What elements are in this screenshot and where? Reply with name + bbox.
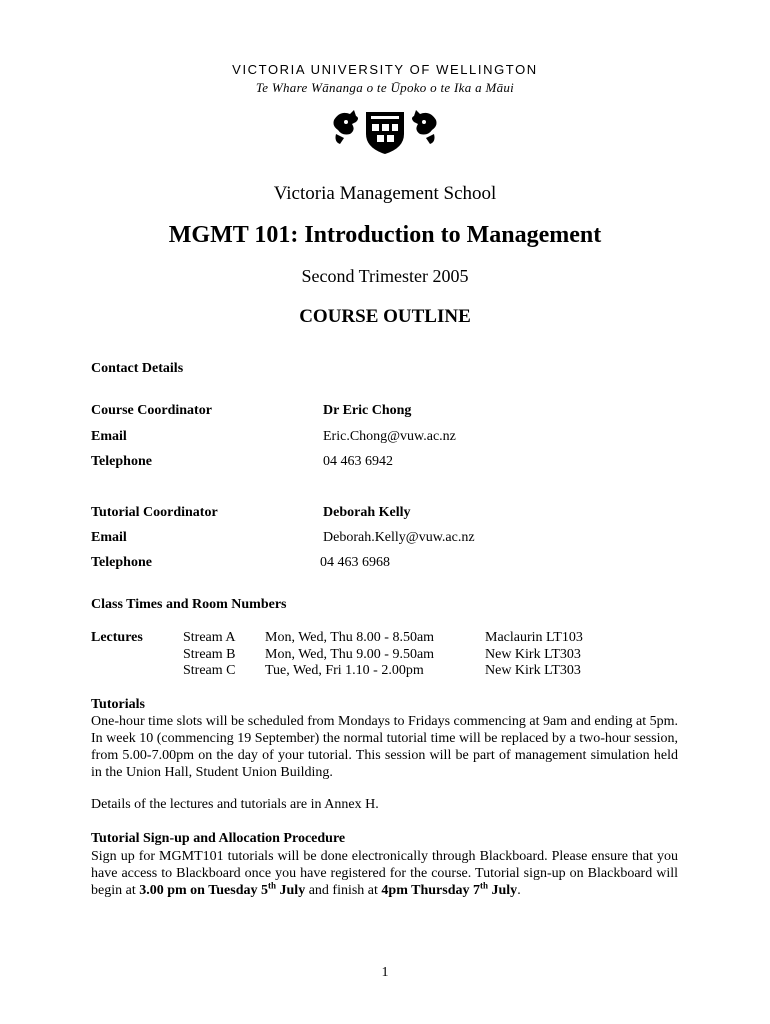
course-coordinator-name: Dr Eric Chong <box>323 403 412 418</box>
signup-text-2: and finish at <box>305 883 382 898</box>
course-title: MGMT 101: Introduction to Management <box>168 222 602 248</box>
tutorial-coordinator-phone: 04 463 6968 <box>320 555 390 570</box>
university-name: VICTORIA UNIVERSITY OF WELLINGTON <box>232 62 538 77</box>
tutorial-coordinator-email[interactable]: Deborah.Kelly@vuw.ac.nz <box>323 530 475 545</box>
signup-end-ordinal: th <box>479 880 488 891</box>
signup-end-month: July <box>488 883 518 898</box>
annex-note: Details of the lectures and tutorials are in Annex H. <box>91 797 379 812</box>
course-coordinator-email[interactable]: Eric.Chong@vuw.ac.nz <box>323 429 456 444</box>
tutorials-heading: Tutorials <box>91 697 145 712</box>
document-type-heading: COURSE OUTLINE <box>299 306 471 327</box>
course-coordinator-label: Course Coordinator <box>91 403 212 418</box>
signup-text-3: . <box>517 883 521 898</box>
stream-name: Stream B <box>183 647 236 662</box>
trimester: Second Trimester 2005 <box>301 266 469 286</box>
stream-times: Mon, Wed, Thu 8.00 - 8.50am <box>265 630 435 645</box>
tutorial-coordinator-email-label: Email <box>91 530 127 545</box>
signup-start-time: 3.00 pm on Tuesday 5 <box>139 883 268 898</box>
signup-end-time: 4pm Thursday 7 <box>381 883 480 898</box>
course-coordinator-phone: 04 463 6942 <box>323 454 393 469</box>
course-coordinator-phone-label: Telephone <box>91 454 152 469</box>
tutorial-coordinator-phone-label: Telephone <box>91 555 152 570</box>
stream-room: New Kirk LT303 <box>485 663 581 678</box>
contact-details-heading: Contact Details <box>91 361 184 376</box>
class-times-heading: Class Times and Room Numbers <box>91 597 287 612</box>
signup-start-ordinal: th <box>268 880 277 891</box>
stream-times: Mon, Wed, Thu 9.00 - 9.50am <box>265 647 435 662</box>
stream-room: New Kirk LT303 <box>485 647 581 662</box>
school-name: Victoria Management School <box>273 183 497 204</box>
signup-start-month: July <box>276 883 306 898</box>
tutorial-coordinator-name: Deborah Kelly <box>323 505 411 520</box>
page-number: 1 <box>381 965 389 980</box>
stream-room: Maclaurin LT103 <box>485 630 583 645</box>
university-crest-logo <box>330 104 440 154</box>
lectures-label: Lectures <box>91 630 143 645</box>
stream-name: Stream C <box>183 663 236 678</box>
university-maori-name: Te Whare Wānanga o te Ūpoko o te Ika a Māui <box>255 80 515 95</box>
stream-name: Stream A <box>183 630 236 645</box>
tutorial-coordinator-label: Tutorial Coordinator <box>91 505 218 520</box>
signup-text-1: Sign up for MGMT101 tutorials will be done electronically through Blackboard. Please ensure that you have access to Blackboard once you have registered for the course. Tutorial sign-up on Blackboard will begin at <box>91 849 678 898</box>
signup-heading: Tutorial Sign-up and Allocation Procedure <box>91 831 346 846</box>
stream-times: Tue, Wed, Fri 1.10 - 2.00pm <box>265 663 424 678</box>
signup-paragraph <box>91 848 678 899</box>
tutorials-paragraph: One-hour time slots will be scheduled from Mondays to Fridays commencing at 9am and ending at 5pm. In week 10 (commencing 19 September) the normal tutorial time will be replaced by a two-hour session, from 5.00-7.00pm on the day of your tutorial. This session will be part of management simulation held in the Union Hall, Student Union Building. <box>91 714 678 780</box>
course-coordinator-email-label: Email <box>91 429 127 444</box>
